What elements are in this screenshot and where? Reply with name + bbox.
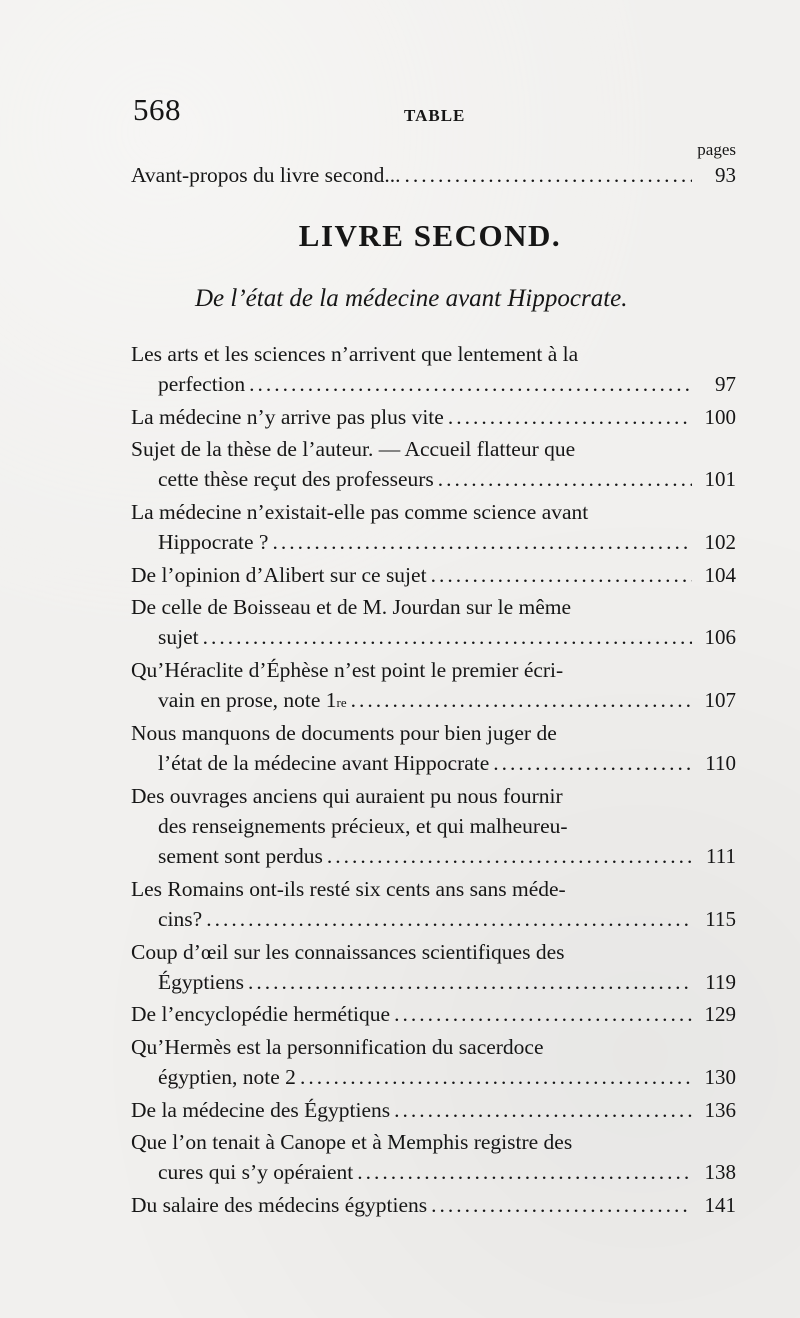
leader-dots	[249, 369, 692, 399]
toc-entry-text: La médecine n’existait-elle pas comme science avant	[131, 500, 589, 524]
leader-dots	[438, 464, 692, 494]
toc-entry-text: De l’encyclopédie hermétique	[131, 1002, 391, 1027]
leader-dots	[351, 685, 692, 715]
toc-page-number: 107	[704, 688, 736, 712]
toc-entry-text: Du salaire des médecins égyptiens	[131, 1192, 428, 1217]
toc-page-number: 115	[705, 906, 736, 931]
toc-entry-text: cins?	[158, 906, 203, 931]
leader-dots	[357, 1157, 692, 1187]
toc-entry	[131, 497, 736, 557]
leader-dots	[394, 999, 692, 1029]
toc-entry	[131, 718, 736, 778]
toc-entry-text: Hippocrate ?	[158, 530, 269, 554]
toc-entry-text: De la médecine des Égyptiens	[131, 1097, 391, 1122]
toc-entry	[131, 874, 736, 934]
toc-entry	[131, 434, 736, 494]
toc-entry-text: cures qui s’y opéraient	[158, 1160, 354, 1184]
toc-page-number: 101	[704, 467, 736, 492]
leader-dots	[248, 967, 692, 997]
toc-entry-text: Nous manquons de documents pour bien juger de	[131, 720, 557, 745]
page-number: 568	[133, 92, 181, 127]
toc-entry	[131, 1095, 736, 1125]
toc-entry	[131, 781, 736, 871]
toc-entry-text: Sujet de la thèse de l’auteur. — Accueil flatteur que	[131, 437, 576, 462]
leader-dots	[206, 904, 692, 934]
leader-dots	[431, 1190, 692, 1220]
book-section-heading: LIVRE SECOND.	[298, 218, 562, 253]
toc-page-number: 93	[715, 163, 736, 187]
toc-page-number: 130	[704, 1064, 736, 1089]
leader-dots	[300, 1062, 692, 1092]
leader-dots	[327, 841, 692, 871]
toc-page-number: 100	[704, 404, 736, 429]
toc-entry-text: De l’opinion d’Alibert sur ce sujet	[131, 562, 427, 587]
toc-page-number: 110	[705, 750, 736, 775]
toc-entry-text: Les Romains ont-ils resté six cents ans sans méde-	[131, 876, 566, 901]
chapter-title: De l’état de la médecine avant Hippocrate.	[195, 285, 628, 312]
toc-entry-text: des renseignements précieux, et qui malheureu-	[158, 813, 568, 838]
toc-entry-text: Qu’Héraclite d’Éphèse n’est point le premier écri-	[131, 658, 564, 682]
toc-entry-text: vain en prose, note 1	[158, 688, 337, 712]
toc-entry-text: Avant-propos du livre second...	[131, 163, 401, 187]
toc-entry-text: La médecine n’y arrive pas plus vite	[131, 404, 444, 429]
toc-page-number: 111	[706, 843, 736, 868]
toc-entry-text: cette thèse reçut des professeurs	[158, 467, 434, 492]
toc-entry	[131, 402, 736, 432]
toc-page-number: 106	[704, 625, 736, 650]
toc-page-number: 102	[704, 530, 736, 554]
toc-entry	[131, 339, 736, 399]
toc-page-number: 141	[704, 1192, 736, 1217]
leader-dots	[203, 622, 692, 652]
toc-entry: Qu’Héraclite d’Éphèse n’est point le premier écri- vain en prose, note 1 re ..... 107	[131, 655, 736, 715]
toc-page-number: 129	[704, 1002, 736, 1027]
toc-entry-text: Des ouvrages anciens qui auraient pu nous fournir	[131, 783, 563, 808]
toc-entry-text: Les arts et les sciences n’arrivent que lentement à la	[131, 342, 579, 366]
toc-page-number: 136	[704, 1097, 736, 1122]
toc-entry-text: sement sont perdus	[158, 843, 323, 868]
toc-entry-text: sujet	[158, 625, 199, 650]
toc-entry-text: l’état de la médecine avant Hippocrate	[158, 750, 490, 775]
leader-dots	[272, 527, 692, 557]
toc-page-number: 104	[704, 562, 736, 587]
leader-dots	[448, 402, 692, 432]
leader-dots	[431, 560, 692, 590]
toc-entry-text: Que l’on tenait à Canope et à Memphis registre des	[131, 1130, 573, 1154]
toc-entry	[131, 999, 736, 1029]
toc-entry-text: De celle de Boisseau et de M. Jourdan sur le même	[131, 595, 572, 620]
toc-entry-text: Égyptiens	[158, 969, 244, 994]
toc-entry	[131, 560, 736, 590]
toc-entry	[131, 1127, 736, 1187]
leader-dots	[493, 748, 692, 778]
toc-entry-avant-propos	[131, 160, 736, 190]
toc-entry-text: égyptien, note 2	[158, 1064, 296, 1089]
leader-dots	[405, 160, 693, 190]
toc-page-number: 119	[705, 969, 736, 994]
toc-entry	[131, 1032, 736, 1092]
toc-page-number: 138	[704, 1160, 736, 1184]
toc-entry	[131, 937, 736, 997]
running-head: TABLE	[404, 106, 466, 125]
toc-entry-text: Coup d’œil sur les connaissances scientifiques des	[131, 939, 565, 964]
toc-entry	[131, 592, 736, 652]
toc-entry-text: perfection	[158, 372, 246, 396]
pages-column-label: pages	[697, 140, 736, 159]
leader-dots	[394, 1095, 692, 1125]
toc-entry-text: Qu’Hermès est la personnification du sacerdoce	[131, 1034, 544, 1059]
toc-page-number: 97	[715, 372, 736, 396]
toc-entry	[131, 1190, 736, 1220]
